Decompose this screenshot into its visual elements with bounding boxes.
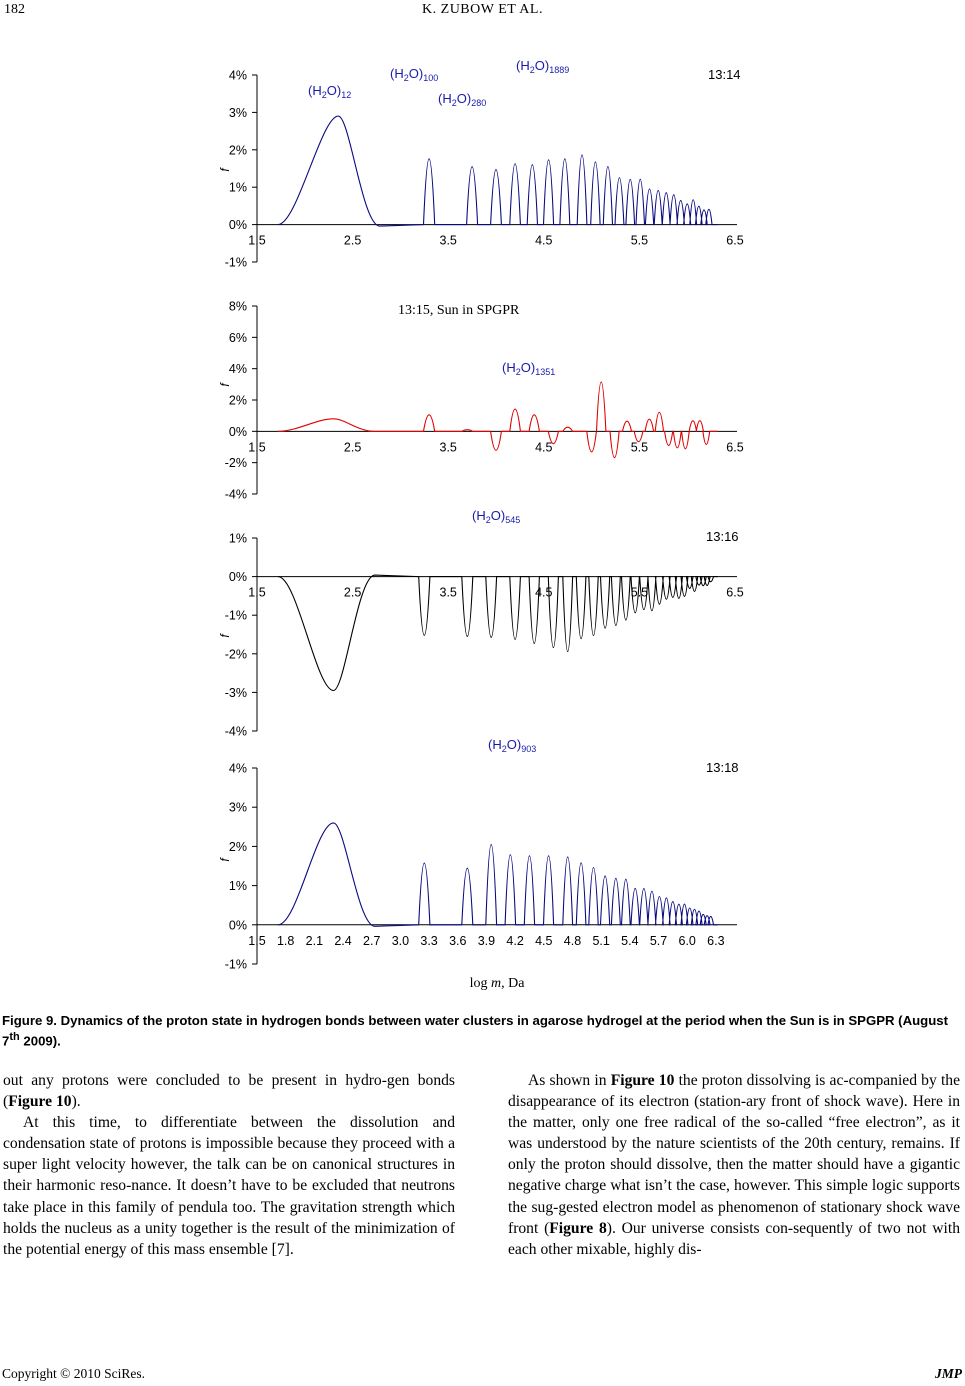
x-tick-label: 2.7 bbox=[363, 933, 381, 948]
timestamp-label: 13:15, Sun in SPGPR bbox=[398, 303, 520, 318]
x-tick-label: 3.6 bbox=[449, 933, 467, 948]
timestamp-label: 13:14 bbox=[708, 67, 741, 82]
x-tick-label: 4.5 bbox=[535, 233, 553, 248]
y-axis-label: f bbox=[218, 168, 232, 172]
footer-journal: JMP bbox=[935, 1366, 962, 1381]
chart-panel-2 bbox=[218, 300, 744, 526]
page-number: 182 bbox=[4, 2, 25, 17]
left-paragraph-2: At this time, to differentiate between the dissolution and condensation state of protons is impossible because they proceed with a super light velocity however, the talk can be on canonical structures in their harmonic reso-nance. It doesn’t have to be excluded that neutrons take place in this family of pendula too. The gravitation strength which holds the nucleus as a unity together is the result of the minimization of the potential energy of this mass ensemble [7]. bbox=[3, 1114, 455, 1258]
x-tick-label: 1.8 bbox=[276, 933, 295, 948]
caption-text: Dynamics of the proton state in hydrogen bonds between water clusters in agarose hydrogel at the period when the Sun is in SPGPR (August 7 bbox=[2, 1013, 948, 1049]
formula-mid: O) bbox=[456, 91, 472, 106]
formula-mid: O) bbox=[326, 83, 342, 98]
x-tick-label: 3.5 bbox=[439, 233, 457, 248]
formula-subscript: 12 bbox=[341, 90, 352, 100]
x-tick-label: 4.8 bbox=[563, 933, 582, 948]
x-tick-label: 5.5 bbox=[630, 233, 649, 248]
x-tick-label: 5.5 bbox=[630, 585, 649, 600]
left-column bbox=[3, 1070, 455, 1260]
formula-subscript: 2 bbox=[501, 744, 507, 754]
footer-copyright: Copyright © 2010 SciRes. bbox=[2, 1366, 146, 1381]
x-tick-label: 1.5 bbox=[248, 233, 266, 248]
formula-subscript: 1351 bbox=[535, 367, 556, 377]
y-tick-label: -1% bbox=[224, 957, 247, 972]
text-run: the proton dissolving is ac-companied by the disappearance of its electron (station-ary front of shock wave). Here in the matter, only one free radical of the so-called “free electron”, as it was understood by the nature scientists of the 20th century, remains. If only the proton should dissolve, then the matter should have a gigantic negative charge what isn’t the case, however. This simple logic supports the sug-gested electron model as phenomenon of stationary shock wave front ( bbox=[508, 1072, 961, 1237]
y-tick-label: -2% bbox=[224, 456, 247, 471]
cluster-annotation bbox=[516, 58, 569, 75]
formula-subscript: 2 bbox=[321, 90, 327, 100]
y-tick-label: 2% bbox=[228, 143, 247, 158]
y-tick-label: -4% bbox=[224, 724, 247, 739]
y-tick-label: 1% bbox=[228, 531, 247, 546]
y-tick-label: 0% bbox=[228, 570, 247, 585]
formula-subscript: 2 bbox=[515, 367, 521, 377]
y-tick-label: 0% bbox=[228, 424, 247, 439]
y-axis-label: f bbox=[218, 383, 232, 387]
y-tick-label: 0% bbox=[228, 218, 247, 233]
y-axis-label: f bbox=[218, 858, 232, 862]
text-run: out any protons were concluded to be present in hydro-gen bonds ( bbox=[3, 1072, 455, 1111]
formula-subscript: 545 bbox=[505, 515, 521, 525]
formula-subscript: 2 bbox=[529, 65, 535, 75]
x-tick-label: 2.5 bbox=[343, 233, 362, 248]
cluster-annotation bbox=[502, 360, 555, 377]
x-tick-label: 6.5 bbox=[726, 440, 744, 455]
formula-subscript: 2 bbox=[451, 98, 457, 108]
y-tick-label: -1% bbox=[224, 255, 247, 270]
right-paragraph-1 bbox=[508, 1070, 960, 1260]
cluster-annotation bbox=[308, 83, 351, 100]
timestamp-label: 13:18 bbox=[706, 760, 739, 775]
data-series-line bbox=[278, 823, 718, 926]
x-tick-label: 3.9 bbox=[477, 933, 496, 948]
formula-base: (H bbox=[472, 508, 486, 523]
y-tick-label: 6% bbox=[228, 330, 247, 345]
formula-base: (H bbox=[516, 58, 530, 73]
x-tick-label: 5.1 bbox=[592, 933, 610, 948]
right-column bbox=[508, 1070, 960, 1260]
y-tick-label: -2% bbox=[224, 647, 247, 662]
cluster-annotation bbox=[438, 91, 486, 108]
figure-ref: Figure 10 bbox=[8, 1093, 72, 1111]
formula-base: (H bbox=[488, 737, 502, 752]
x-tick-label: 2.5 bbox=[343, 440, 362, 455]
figure-ref: Figure 10 bbox=[610, 1072, 675, 1089]
x-tick-label: 6.5 bbox=[726, 585, 744, 600]
x-tick-label: 3.3 bbox=[420, 933, 438, 948]
formula-base: (H bbox=[502, 360, 516, 375]
formula-mid: O) bbox=[520, 360, 536, 375]
x-tick-label: 1.5 bbox=[248, 440, 266, 455]
x-tick-label: 4.5 bbox=[535, 933, 553, 948]
formula-mid: O) bbox=[534, 58, 550, 73]
xlabel-pre: log bbox=[469, 976, 491, 991]
timestamp-label: 13:16 bbox=[706, 529, 739, 544]
x-tick-label: 5.5 bbox=[630, 440, 649, 455]
x-tick-label: 2.1 bbox=[305, 933, 324, 948]
x-tick-label: 4.5 bbox=[535, 585, 553, 600]
left-paragraph-1 bbox=[3, 1070, 455, 1112]
formula-mid: O) bbox=[506, 737, 522, 752]
y-tick-label: -3% bbox=[224, 685, 247, 700]
chart-panel-4 bbox=[218, 737, 739, 991]
x-axis-label bbox=[470, 976, 526, 991]
y-tick-label: 2% bbox=[228, 839, 247, 854]
formula-subscript: 1889 bbox=[549, 65, 570, 75]
formula-base: (H bbox=[438, 91, 452, 106]
x-tick-label: 5.7 bbox=[649, 933, 668, 948]
x-tick-label: 6.3 bbox=[707, 933, 725, 948]
y-tick-label: 0% bbox=[228, 918, 247, 933]
x-tick-label: 4.5 bbox=[535, 440, 553, 455]
y-tick-label: 4% bbox=[228, 68, 247, 83]
formula-subscript: 2 bbox=[485, 515, 491, 525]
x-tick-label: 6.5 bbox=[726, 233, 744, 248]
cluster-annotation bbox=[488, 737, 536, 754]
text-run: As shown in bbox=[528, 1072, 611, 1089]
formula-subscript: 903 bbox=[521, 744, 537, 754]
y-tick-label: 1% bbox=[228, 879, 247, 894]
x-tick-label: 3.5 bbox=[439, 585, 457, 600]
xlabel-post: , Da bbox=[501, 976, 525, 991]
x-tick-label: 1.5 bbox=[248, 933, 266, 948]
y-tick-label: 3% bbox=[228, 800, 247, 815]
text-run: ). Our universe consists con-sequently of two not with each other mixable, highly dis- bbox=[508, 1219, 960, 1258]
cluster-annotation bbox=[390, 66, 438, 83]
y-axis-label: f bbox=[218, 634, 232, 638]
y-tick-label: 4% bbox=[228, 761, 247, 776]
x-tick-label: 1.5 bbox=[248, 585, 266, 600]
formula-subscript: 100 bbox=[423, 73, 439, 83]
cluster-annotation bbox=[472, 508, 520, 525]
y-tick-label: -4% bbox=[224, 487, 247, 502]
y-tick-label: 4% bbox=[228, 362, 247, 377]
y-tick-label: -1% bbox=[224, 608, 247, 623]
running-head: K. ZUBOW ET AL. bbox=[422, 2, 543, 17]
chart-panel-1 bbox=[218, 58, 744, 270]
formula-subscript: 2 bbox=[403, 73, 409, 83]
caption-sup: th bbox=[9, 1031, 20, 1043]
data-series-line bbox=[278, 116, 718, 226]
caption-label: Figure 9. bbox=[2, 1013, 57, 1028]
x-tick-label: 2.4 bbox=[334, 933, 352, 948]
caption-end: 2009). bbox=[19, 1033, 61, 1049]
figure-caption bbox=[2, 1012, 963, 1049]
formula-base: (H bbox=[308, 83, 322, 98]
x-tick-label: 2.5 bbox=[343, 585, 362, 600]
formula-mid: O) bbox=[490, 508, 506, 523]
chart-panel-3 bbox=[218, 529, 744, 739]
x-tick-label: 4.2 bbox=[506, 933, 524, 948]
formula-base: (H bbox=[390, 66, 404, 81]
formula-mid: O) bbox=[408, 66, 424, 81]
figure-ref: Figure 8 bbox=[549, 1219, 607, 1237]
y-tick-label: 2% bbox=[228, 393, 247, 408]
x-tick-label: 3.5 bbox=[439, 440, 457, 455]
xlabel-var: m bbox=[490, 976, 502, 991]
x-tick-label: 6.0 bbox=[678, 933, 696, 948]
text-run: ). bbox=[71, 1093, 81, 1111]
y-tick-label: 1% bbox=[228, 180, 247, 195]
y-tick-label: 3% bbox=[228, 105, 247, 120]
formula-subscript: 280 bbox=[471, 98, 487, 108]
x-tick-label: 3.0 bbox=[391, 933, 410, 948]
y-tick-label: 8% bbox=[228, 299, 247, 314]
x-tick-label: 5.4 bbox=[621, 933, 639, 948]
